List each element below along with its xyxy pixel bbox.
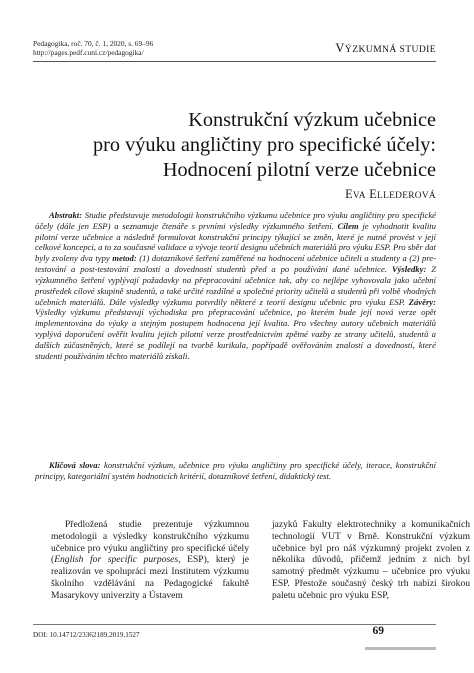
author-first-rest: VA (352, 191, 366, 201)
body-column-right: jazyků Fakulty elektrotechniky a komunikačních technologií VUT v Brně. Konstrukční výzkum učebnice byl pro náš výzkumný projekt zvolen z několika důvodů, přičemž jedním z nich byl samotný předmět výzkumu – učebnice pro výuku ESP. Přestože současný český trh nabízí širokou paletu učebnic pro výuku ESP, (272, 519, 470, 601)
title-line-3: Hodnocení pilotní verze učebnice (162, 159, 436, 181)
abstract-conclusions-label: Závěry: (408, 296, 436, 307)
title-line-1: Konstrukční výzkum učebnice (188, 109, 436, 131)
title-line-2: pro výuku angličtiny pro specifické účely: (93, 134, 436, 156)
keywords-text: konstrukční výzkum, učebnice pro výuku angličtiny pro specifické účely, iterace, konstrukční principy, kategoriální systém hodnoticích kritérií, dotazníkové šetření, didaktický test. (35, 460, 437, 481)
page-number-bar (365, 647, 436, 650)
body-left-text-start: Předložená studie prezentuje výzkumnou metodologii a výsledky konstrukčního výzkumu učebnice pro výuku angličtiny pro specifické účely ( (51, 519, 249, 566)
abstract-text-conclusions: Výsledky výzkumu představují východiska pro přepracování učebnice, po kterém bude její nová verze opět implementována do výuky a stejným postupem hodnocena její kvalita. Pro všechny autory učebních materiálů vyplývá doporučení ověřit kvalitu jejich pilotní verze prostřednictvím zpětné vazby ze strany učitelů, studentů a dalších zúčastněných, které se podílejí na tvorbě kurikula, popřípadě ověřováním znalostí a dovedností, které studenti používáním těchto materiálů získali. (35, 307, 436, 361)
author-name (345, 187, 436, 202)
author-first-initial: E (345, 187, 353, 201)
journal-url-line: http://pages.pedf.cuni.cz/pedagogika/ (33, 48, 144, 58)
page-number: 69 (372, 625, 384, 637)
keywords (35, 460, 436, 482)
doi: DOI: 10.14712/23362189.2019.1527 (33, 631, 140, 639)
abstract-text-methods: (1) dotazníkové šetření zaměřené na hodnocení učebnice učiteli a studenty a (2) pre-testování a post-testování znalostí a dovedností studentů před a po používání dané učebnice. (35, 253, 436, 275)
journal-issue-line: Pedagogika, roč. 70, č. 1, 2020, s. 69–96 (33, 39, 154, 48)
journal-citation (33, 39, 153, 58)
section-label (335, 41, 436, 56)
author-last-rest: LLEDEROVÁ (377, 191, 436, 201)
article-title (60, 108, 436, 183)
keywords-label: Klíčová slova: (49, 460, 101, 470)
section-label-initial: V (335, 41, 345, 55)
abstract-methods-label: metod: (112, 253, 137, 264)
abstract-results-label: Výsledky: (391, 264, 427, 275)
abstract (35, 210, 436, 361)
abstract-text-results: Z výzkumného šetření vyplývají požadavky na přepracování učebnice tak, aby co nejlépe vyhovovala jako učební prostředek cílové skupině studentů, a také určité rozdílné a společné priority učitelů a studentů při volbě vhodných učebních materiálů. Dále výsledky výzkumu potvrdily některé z teorií designu učebnic pro výuku ESP. (35, 264, 436, 307)
abstract-goal-label: Cílem (337, 220, 359, 231)
abstract-text-intro: Studie představuje metodologii konstrukčního výzkumu učebnice pro výuku angličtiny pro specifické účely (dále jen ESP) a seznamuje čtenáře s prvními výsledky výzkumného šetření. (35, 210, 436, 231)
body-left-text-end: , ESP), který je realizován ve spolupráci mezi Institutem výzkumu školního vzdělávání na Pedagogické fakultě Masarykovy univerzity a Ústavem (51, 554, 249, 601)
body-left-italic-term: English for specific purposes (54, 554, 179, 566)
section-label-rest: ÝZKUMNÁ STUDIE (344, 44, 436, 55)
abstract-label: Abstrakt: (49, 210, 83, 220)
abstract-text-goal: je vyhodnotit kvalitu pilotní verze učebnice a následně formulovat konstrukční principy týkající se změn, které je nutné provést v její celkové koncepci, a to za současné validace a vývoje teorií designu učebních materiálů pro výuku ESP. Pro sběr dat byly zvoleny dva typy (35, 220, 436, 264)
header-divider (33, 61, 436, 62)
body-column-left (51, 519, 249, 602)
author-last-initial: E (369, 187, 378, 201)
